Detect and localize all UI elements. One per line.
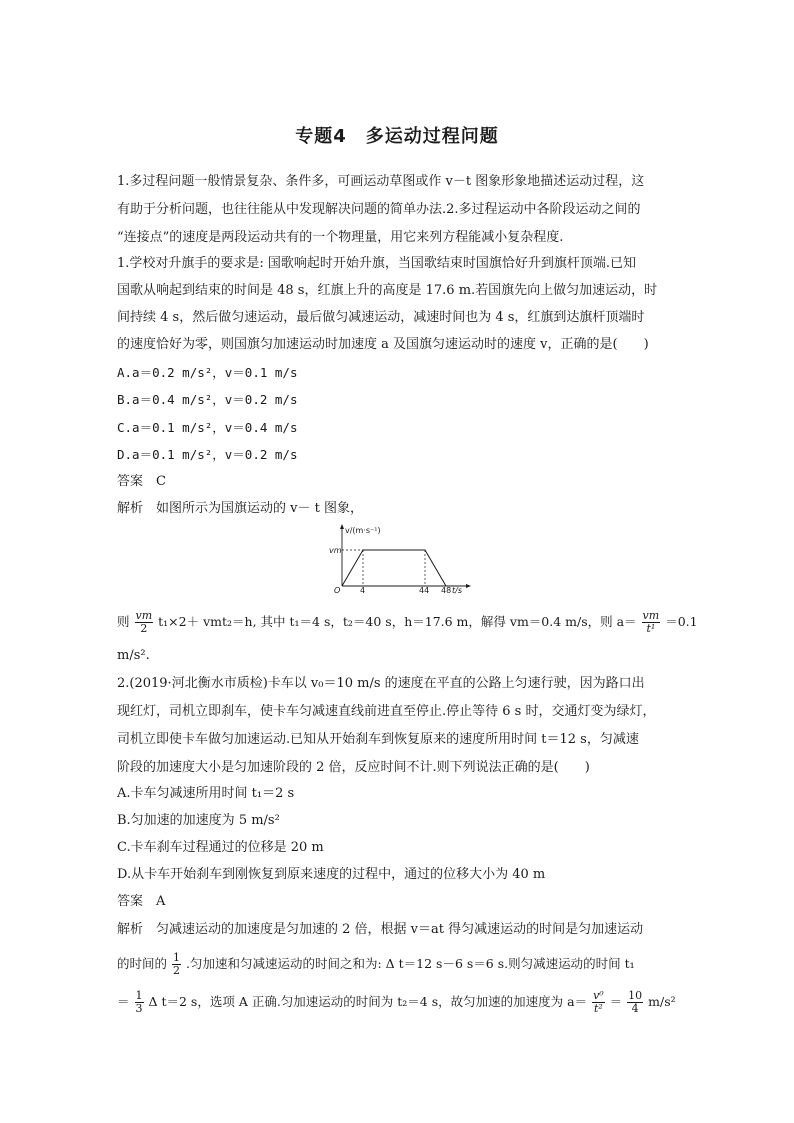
- q1-stem-line-3: 间持续 4 s，然后做匀速运动，最后做匀减速运动，减速时间也为 4 s，红旗到达旗杆顶端时: [117, 310, 645, 325]
- a3-fraction-3: [627, 990, 643, 1015]
- q2-stem-line-4: 阶段的加速度大小是匀加速阶段的 2 倍，反应时间不计.则下列说法正确的是( ): [117, 760, 590, 775]
- intro-line-3: “连接点”的速度是两段运动共有的一个物理量，用它来列方程能减小复杂程度.: [117, 230, 564, 245]
- a2-pre: 的时间的: [117, 956, 168, 971]
- q2-option-c: C.卡车刹车过程通过的位移是 20 m: [117, 840, 324, 855]
- a3-f-den: 3: [135, 1002, 143, 1015]
- q2-answer: 答案 A: [117, 894, 166, 909]
- y-axis-arrow: [340, 524, 344, 529]
- q2-option-b: B.匀加速的加速度为 5 m/s²: [117, 813, 280, 828]
- sol-fraction-2: [642, 610, 661, 635]
- a2-f-den: 2: [173, 964, 180, 977]
- a3-fraction-2: [592, 990, 605, 1015]
- tick-4: 4: [360, 586, 366, 594]
- page-title: 专题4 多运动过程问题: [295, 126, 499, 147]
- a3-end: m/s²: [648, 994, 676, 1009]
- tick-48: 48: [441, 586, 452, 594]
- x-axis-arrow: [466, 584, 471, 588]
- q2-analysis-line-3: [117, 990, 676, 1015]
- intro-line-1: 1.多过程问题一般情景复杂、条件多，可画运动草图或作 v－t 图象形象地描述运动过程，这: [117, 174, 645, 189]
- q2-stem-line-3: 司机立即使卡车做匀加速运动.已知从开始刹车到恢复原来的速度所用时间 t＝12 s，匀减速: [117, 732, 639, 747]
- q1-option-a: A.a＝0.2 m/s²，v＝0.1 m/s: [117, 365, 298, 380]
- q1-option-b: B.a＝0.4 m/s²，v＝0.2 m/s: [117, 392, 298, 407]
- sol-end: ＝0.1: [665, 614, 698, 629]
- intro-line-2: 有助于分析问题，也往往能从中发现解决问题的简单办法.2.多过程运动中各阶段运动之间的: [117, 202, 641, 217]
- x-axis-label: t/s: [452, 586, 462, 594]
- q1-stem-line-1: 1.学校对升旗手的要求是: 国歌响起时开始升旗，当国歌结束时国旗恰好升到旗杆顶端.已知: [117, 256, 637, 271]
- sol-f1-num: vm: [135, 609, 153, 622]
- q1-answer: 答案 C: [117, 474, 166, 489]
- q1-option-c: C.a＝0.1 m/s²，v＝0.4 m/s: [117, 420, 298, 435]
- q1-analysis: 解析 如图所示为国旗运动的 v－ t 图象，: [117, 501, 363, 516]
- a3-mid: Δ t＝2 s，选项 A 正确.匀加速运动的时间为 t₂＝4 s，故匀加速的加速度为 a＝: [148, 994, 588, 1009]
- q2-analysis-line-1: 解析 匀减速运动的加速度是匀加速的 2 倍，根据 v＝at 得匀减速运动的时间是匀加速运动: [117, 922, 644, 937]
- sol-fraction-1: [135, 610, 154, 635]
- a3-pre: ＝: [117, 994, 130, 1009]
- q1-solution-line: [117, 610, 698, 635]
- y-axis-label: v/(m·s⁻¹): [345, 526, 381, 535]
- a3-f2-den: t²: [593, 1002, 603, 1015]
- q1-stem-line-2: 国歌从响起到结束的时间是 48 s，红旗上升的高度是 17.6 m.若国旗先向上做匀加速运动，时: [117, 283, 658, 298]
- q2-option-a: A.卡车匀减速所用时间 t₁＝2 s: [117, 786, 295, 801]
- q1-solution-tail: m/s².: [117, 648, 150, 663]
- vm-label: vm: [329, 546, 342, 555]
- a2-post: .匀加速和匀减速运动的时间之和为: Δ t＝12 s－6 s＝6 s.则匀减速运动的时间 t₁: [185, 956, 635, 971]
- vt-graph: [325, 522, 475, 594]
- q2-stem-line-1: 2.(2019·河北衡水市质检)卡车以 v₀＝10 m/s 的速度在平直的公路上匀速行驶，因为路口出: [117, 676, 645, 691]
- sol-f2-num: vm: [642, 609, 660, 622]
- sol-pre: 则: [117, 614, 130, 629]
- a2-fraction: [172, 952, 181, 977]
- a3-f2-num: v⁰: [593, 989, 604, 1002]
- tick-44: 44: [419, 586, 430, 594]
- a3-f3-num: 10: [628, 989, 643, 1002]
- sol-f1-den: 2: [140, 622, 148, 635]
- sol-f2-den: t¹: [646, 622, 656, 635]
- origin-label: O: [334, 586, 341, 594]
- a3-f3-den: 4: [631, 1002, 639, 1015]
- q2-option-d: D.从卡车开始刹车到刚恢复到原来速度的过程中，通过的位移大小为 40 m: [117, 867, 546, 882]
- q2-stem-line-2: 现红灯，司机立即刹车，使卡车匀减速直线前进直至停止.停止等待 6 s 时，交通灯变为绿灯，: [117, 704, 656, 719]
- a3-f-num: 1: [135, 989, 143, 1002]
- q2-analysis-line-2: [117, 952, 635, 977]
- q1-stem-line-4: 的速度恰好为零，则国旗匀加速运动时加速度 a 及国旗匀速运动时的速度 v，正确的是( ): [117, 337, 649, 352]
- q1-option-d: D.a＝0.1 m/s²，v＝0.2 m/s: [117, 447, 298, 462]
- a3-fraction-1: [135, 990, 144, 1015]
- velocity-curve: [342, 550, 446, 586]
- sol-mid: t₁×2＋ vmt₂＝h, 其中 t₁＝4 s，t₂＝40 s，h＝17.6 m，解得 vm＝0.4 m/s，则 a＝: [158, 614, 637, 629]
- a3-eq: ＝: [609, 994, 623, 1009]
- a2-f-num: 1: [173, 951, 180, 964]
